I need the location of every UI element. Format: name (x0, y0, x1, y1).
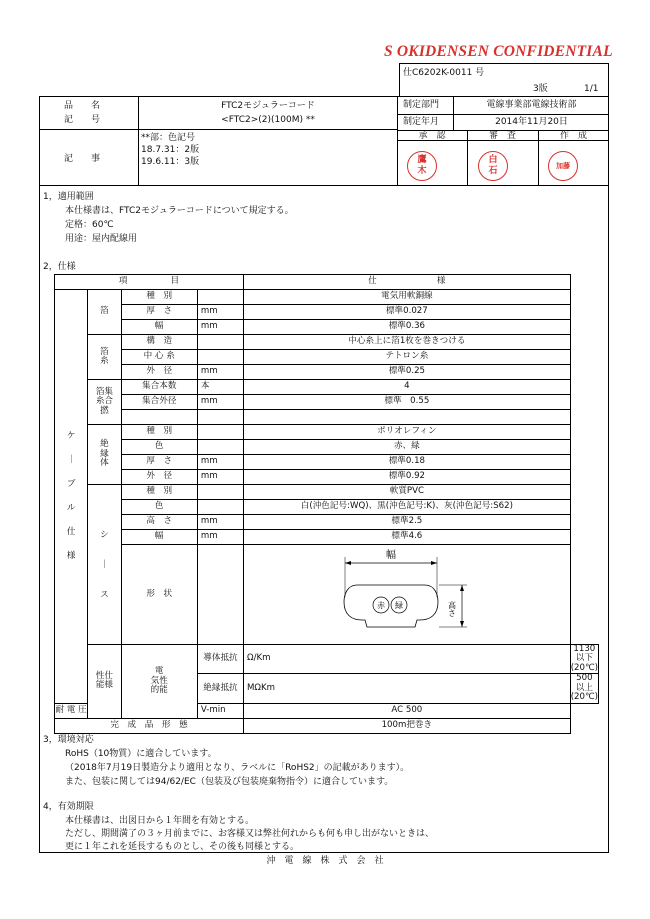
col-spec-header: 仕 様 (244, 275, 571, 290)
doc-version: 3版 (533, 84, 548, 94)
unit-cell (197, 440, 243, 455)
group-sheath: シ ｜ ス (88, 485, 121, 645)
name-label: 品 名 (64, 101, 101, 111)
item-cell: 種 別 (121, 485, 197, 500)
item-cell: 色 (121, 440, 197, 455)
item-cell: 種 別 (121, 290, 197, 305)
unit-cell (197, 485, 243, 500)
unit-cell (197, 350, 243, 365)
group-foil: 箔 (88, 290, 121, 335)
unit-cell: mm (197, 530, 243, 545)
cable-label: ケ ｜ ブ ル 仕 様 (55, 290, 88, 704)
finish-value: 100m把巻き (244, 718, 571, 733)
dept-value: 電線事業部電線技術部 (486, 100, 577, 110)
review-seal: 白 石 (478, 151, 508, 181)
section1-line: 定格：60℃ (65, 220, 114, 230)
unit-cell: mm (197, 455, 243, 470)
section1-line: 本仕様書は、FTC2モジュラーコードについて規定する。 (65, 206, 294, 216)
doc-number-box (399, 63, 609, 97)
section4-line: 本仕様書は、出図日から１年間を有効とする。 (65, 816, 255, 826)
spec-cell: 標準4.6 (244, 530, 571, 545)
spec-cell: 軟質PVC (244, 485, 571, 500)
group-foil-yarn: 箔 糸 (88, 335, 121, 380)
section3-title: 3，環境対応 (43, 735, 94, 745)
notes-label: 記 事 (64, 154, 101, 164)
arrow-down-icon (460, 621, 464, 627)
section1-line: 用途：屋内配線用 (65, 234, 138, 244)
confidential-mark: S OKIDENSEN CONFIDENTIAL (384, 43, 613, 60)
unit-cell (197, 500, 243, 515)
spec-table (54, 274, 602, 734)
item-cell: 構 造 (121, 335, 197, 350)
unit-cell: MΩKm (244, 674, 571, 703)
item-cell: 集合本数 (121, 380, 197, 395)
review-label: 審 査 (488, 131, 516, 141)
item-cell: 集合外径 (121, 395, 197, 410)
cable-shape-diagram (307, 547, 507, 643)
item-cell: 種 別 (121, 425, 197, 440)
col-item-header: 項 目 (55, 275, 244, 290)
spec-cell: ポリオレフィン (244, 425, 571, 440)
group-perf: 性仕 能様 (88, 645, 121, 719)
group-insulator: 絶 縁 体 (88, 425, 121, 485)
spec-cell: 標準 0.55 (244, 395, 571, 410)
unit-cell: mm (197, 320, 243, 335)
item-cell: 形 状 (121, 545, 197, 645)
spec-cell: AC 500 (244, 703, 571, 718)
create-label: 作 成 (559, 131, 587, 141)
unit-cell: Ω/Km (244, 645, 571, 674)
unit-cell (197, 290, 243, 305)
core-red-label: 赤 (376, 600, 385, 610)
doc-number: 仕C6202K-0011 号 (403, 68, 485, 78)
item-cell: 外 径 (121, 365, 197, 380)
date-value: 2014年11月20日 (495, 117, 568, 127)
item-cell: 導体抵抗 (197, 645, 243, 674)
empty-cell (244, 410, 571, 425)
spec-cell: 標準2.5 (244, 515, 571, 530)
section4-title: 4，有効期限 (43, 802, 94, 812)
unit-cell: mm (197, 305, 243, 320)
spec-cell: 標準0.25 (244, 365, 571, 380)
height-label: 高さ (447, 600, 457, 617)
spec-cell: 電気用軟銅線 (244, 290, 571, 305)
approve-seal: 鷹 木 (407, 151, 437, 181)
item-cell: 厚 さ (121, 305, 197, 320)
arrow-left-icon (345, 561, 351, 565)
arrow-up-icon (460, 585, 464, 591)
spec-cell: テトロン糸 (244, 350, 571, 365)
dept-label: 制定部門 (403, 100, 440, 110)
item-cell: 外 径 (121, 470, 197, 485)
item-cell: 中 心 糸 (121, 350, 197, 365)
unit-cell: 本 (197, 380, 243, 395)
spec-cell: 標準0.027 (244, 305, 571, 320)
section2-title: 2，仕様 (43, 262, 76, 272)
section4-line: 更に１年これを延長するものとし、その後も同様とする。 (65, 842, 300, 852)
section3-line: RoHS（10物質）に適合しています。 (65, 749, 217, 759)
section4-line: ただし、期間満了の３ヶ月前までに、お客様又は弊社何れからも何も申し出がないときは、 (65, 829, 435, 839)
unit-cell (197, 335, 243, 350)
item-cell: 厚 さ (121, 455, 197, 470)
date-label: 制定年月 (403, 117, 440, 127)
spec-cell: 赤、緑 (244, 440, 571, 455)
create-seal: 加藤 (548, 151, 578, 181)
approve-label: 承 認 (418, 131, 446, 141)
group-elec: 電 気性 的能 (121, 645, 197, 719)
spec-cell: 標準0.18 (244, 455, 571, 470)
spec-cell: 白(沖色記号:WQ)、黒(沖色記号:K)、灰(沖色記号:S62) (244, 500, 571, 515)
unit-cell: mm (197, 470, 243, 485)
spec-cell: 中心糸上に箔1枚を巻きつける (244, 335, 571, 350)
doc-page: 1/1 (584, 84, 599, 94)
item-cell: 高 さ (121, 515, 197, 530)
product-code: <FTC2>(2)(100M) ** (221, 115, 315, 125)
spec-cell: 標準0.36 (244, 320, 571, 335)
section1-title: 1，適用範囲 (43, 192, 94, 202)
unit-cell: mm (197, 515, 243, 530)
unit-cell: mm (197, 395, 243, 410)
unit-cell: V-min (197, 703, 243, 718)
item-cell: 幅 (121, 530, 197, 545)
spec-cell: 4 (244, 380, 571, 395)
unit-cell: mm (197, 365, 243, 380)
code-label: 記 号 (64, 115, 101, 125)
group-stranded: 箔集 糸合 撚 (88, 380, 121, 425)
note-line: 19.6.11：3版 (141, 157, 200, 167)
note-line: 18.7.31：2版 (141, 145, 200, 155)
core-green-label: 緑 (394, 600, 403, 610)
item-cell: 色 (121, 500, 197, 515)
product-name: FTC2モジュラーコード (221, 101, 315, 111)
finish-label: 完 成 品 形 態 (55, 718, 244, 733)
item-cell: 幅 (121, 320, 197, 335)
section3-line: また、包装に関しては94/62/EC（包装及び包装廃棄物指令）に適合しています。 (65, 777, 394, 787)
company-footer: 沖 電 線 株 式 会 社 (266, 856, 384, 866)
note-line: **部：色記号 (141, 133, 196, 143)
unit-cell (197, 545, 243, 645)
spec-cell: 1130 以下 (20℃) (570, 644, 602, 673)
section3-line: （2018年7月19日製造分より適用となり、ラベルに「RoHS2」の記載があります）。 (65, 763, 410, 773)
unit-cell (197, 425, 243, 440)
shape-diagram-cell (244, 545, 571, 645)
empty-cell (121, 410, 197, 425)
header-block (39, 96, 609, 186)
spec-cell: 500 以上 (20℃) (570, 673, 602, 703)
width-label: 幅 (385, 549, 396, 561)
item-cell: 絶縁抵抗 (197, 674, 243, 703)
arrow-right-icon (431, 561, 437, 565)
spec-cell: 標準0.92 (244, 470, 571, 485)
empty-cell (197, 410, 243, 425)
item-cell: 耐 電 圧 (55, 703, 88, 718)
